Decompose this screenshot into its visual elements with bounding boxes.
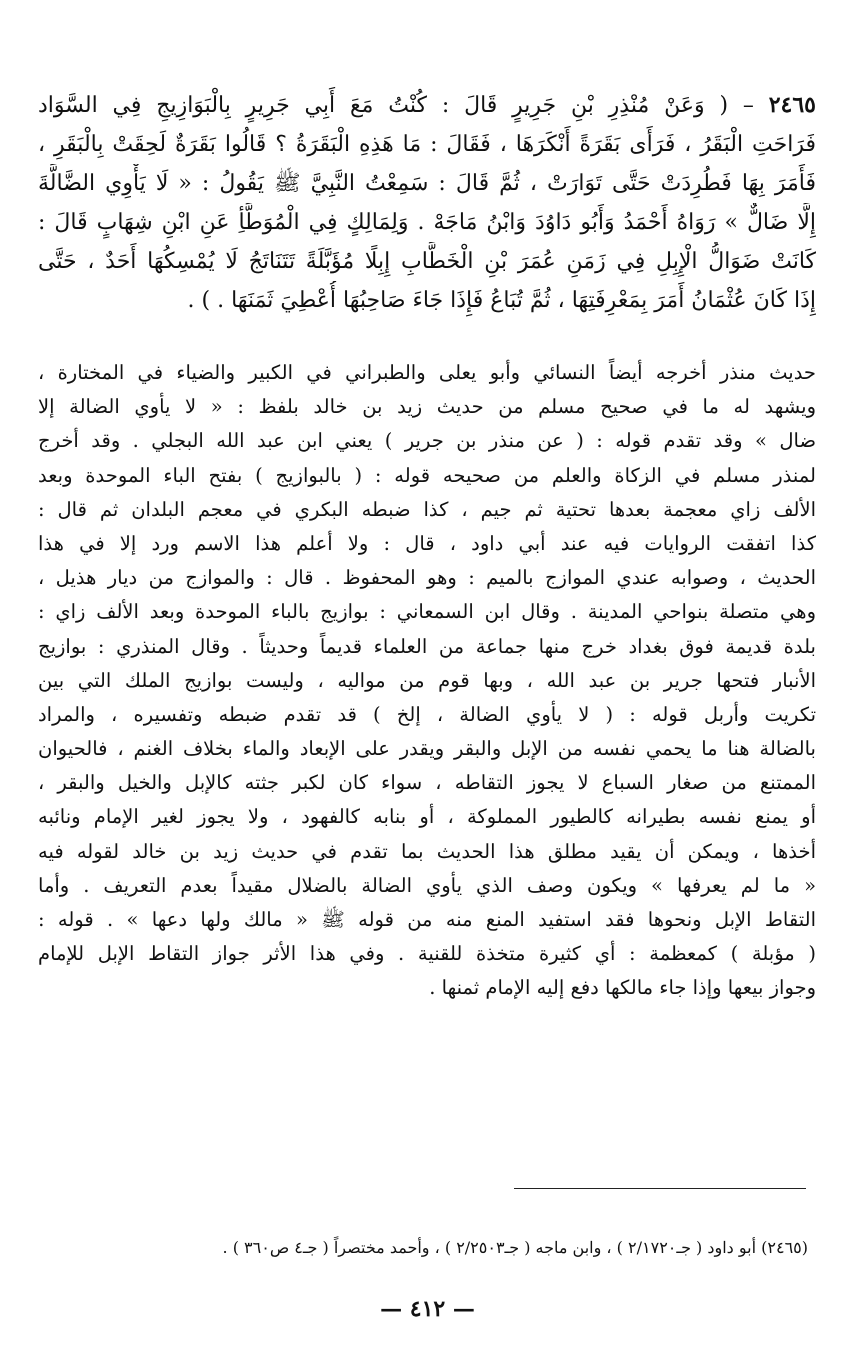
commentary-line: التقاط الإبل ونحوها فقد استفيد المنع منه من قوله ﷺ « مالك ولها دعها » . قوله : [38,908,816,931]
commentary-line: الألف زاي معجمة بعدها تحتية ثم جيم ، كذا ضبطه البكري في معجم البلدان ثم قال : [38,497,816,521]
commentary-line: ويشهد له ما في صحيح مسلم من حديث زيد بن خالد بلفظ : « لا يأوي الضالة إلا [38,395,816,419]
commentary-text [38,356,816,1006]
commentary-line: ضال » وقد تقدم قوله : ( عن منذر بن جرير ) يعني ابن عبد الله البجلي . وقد أخرج [38,429,816,453]
hadith-number: ٢٤٦٥ [768,92,816,118]
commentary-line: الأنبار فتحها جرير بن عبد الله ، وبها قوم من مواليه ، وليست بوازيج الملك التي بين [38,668,816,692]
hadith-line: فَأَمَرَ بِهَا فَطُرِدَتْ حَتَّى تَوَارَتْ ، ثُمَّ قَالَ : سَمِعْتُ النَّبِيَّ ﷺ يَقُولُ : « لَا يَأْوِي الضَّالَّةَ [38,171,816,196]
commentary-line: وهي متصلة بنواحي المدينة . وقال ابن السمعاني : بوازيج بالباء الموحدة وبعد الألف زاي : [38,600,816,624]
hadith-line [38,86,816,125]
hadith-text [38,86,816,320]
commentary-line: « ما لم يعرفها » ويكون وصف الذي يأوي الضالة بالضلال مقيداً بعدم التعريف . وأما [38,873,816,897]
hadith-line-text: – ( وَعَنْ مُنْذِرِ بْنِ جَرِيرٍ قَالَ : كُنْتُ مَعَ أَبِي جَرِيرٍ بِالْبَوَازِيجِ فِي السَّوَاد [38,93,754,118]
commentary-line: لمنذر مسلم في الزكاة والعلم من صحيحه قوله : ( بالبوازيج ) بفتح الباء الموحدة وبعد [38,463,816,487]
hadith-line: فَرَاحَتِ الْبَقَرُ ، فَرَأَى بَقَرَةً أَنْكَرَهَا ، فَقَالَ : مَا هَذِهِ الْبَقَرَةُ ؟ قَالُوا بَقَرَةٌ لَحِقَتْ بِالْبَقَرِ ، [38,132,816,157]
footnote-divider [514,1188,806,1189]
commentary-line: بلدة قديمة فوق بغداد خرج منها جماعة من العلماء قديماً وحديثاً . وقال المنذري : بوازيج [38,634,816,658]
commentary-line: حديث منذر أخرجه أيضاً النسائي وأبو يعلى والطبراني في الكبير والضياء في المختارة ، [38,361,816,384]
footnote: (٢٤٦٥) أبو داود ( جـ٢/١٧٢٠ ) ، وابن ماجه ( جـ٢/٢٥٠٣ ) ، وأحمد مختصراً ( جـ٤ ص٣٦٠ ) . [222,1238,808,1257]
commentary-line: الممتنع من صغار السباع لا يجوز التقاطه ، سواء كان لكبر جثته كالإبل والخيل والبقر ، [38,771,816,795]
page-number: — ٤١٢ — [380,1296,475,1322]
commentary-line: ( مؤبلة ) كمعظمة : أي كثيرة متخذة للقنية . وفي هذا الأثر جواز التقاط الإبل للإمام [38,942,816,966]
commentary-line: أخذها ، ويمكن أن يقيد مطلق هذا الحديث بما تقدم في حديث زيد بن خالد لقوله فيه [38,839,816,863]
commentary-line: بالضالة هنا ما يحمي نفسه من الإبل والبقر ويقدر على الإبعاد والماء بخلاف الغنم ، فالحيوان [38,737,816,761]
hadith-line: كَانَتْ ضَوَالُّ الْإِبِلِ فِي زَمَنِ عُمَرَ بْنِ الْخَطَّابِ إِبِلًا مُؤَبَّلَةً تَتَنَاتَجُ لَا يُمْسِكُهَا أَحَدٌ ، حَتَّى [38,249,816,274]
hadith-line: إِذَا كَانَ عُثْمَانُ أَمَرَ بِمَعْرِفَتِهَا ، ثُمَّ تُبَاعُ فَإِذَا جَاءَ صَاحِبُهَا أُعْطِيَ ثَمَنَهَا . ) . [187,288,816,313]
commentary-line: تكريت وأربل قوله : ( لا يأوي الضالة ، إلخ ) قد تقدم ضبطه وتفسيره ، والمراد [38,702,816,726]
commentary-line: أو يمنع نفسه بطيرانه كالطيور المملوكة ، أو بنابه كالفهود ، ولا يجوز لغير الإمام ونائبه [38,805,816,829]
commentary-line: كذا اتفقت الروايات فيه عند أبي داود ، قال : ولا أعلم هذا الاسم ورد إلا في هذا [38,531,816,555]
hadith-line: إِلَّا ضَالٌّ » رَوَاهُ أَحْمَدُ وَأَبُو دَاوُدَ وَابْنُ مَاجَهْ . وَلِمَالِكٍ فِي الْمُوَطَّأِ عَنِ ابْنِ شِهَابٍ قَالَ : [38,210,816,235]
commentary-line: الحديث ، وصوابه عندي الموازج بالميم : وهو المحفوظ . قال : والموازج من ديار هذيل ، [38,566,816,590]
commentary-line: وجواز بيعها وإذا جاء مالكها دفع إليه الإمام ثمنها . [429,976,816,1000]
